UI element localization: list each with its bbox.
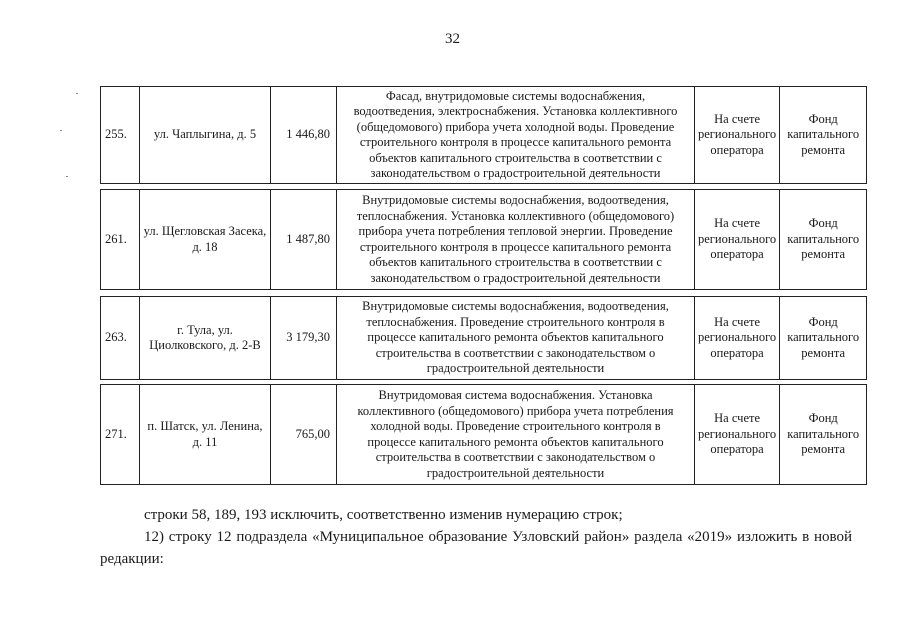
table-row: [100, 86, 867, 184]
row-fund-source: Фонд капитального ремонта: [780, 297, 867, 380]
row-account-owner: На счете регионального оператора: [695, 190, 780, 290]
row-address: п. Шатск, ул. Ленина, д. 11: [140, 385, 271, 485]
row-number: 255.: [101, 87, 140, 184]
row-work-description: Фасад, внутридомовые системы водоснабжения, водоотведения, электроснабжения. Установка коллективного (общедомового) прибора учета холодной воды. Проведение строительного контроля в процессе капитального ремонта объектов капитального строительства в соответствии с законодательством о градостроительной деятельности: [337, 87, 695, 184]
row-number: 271.: [101, 385, 140, 485]
row-area: 1 487,80: [271, 190, 337, 290]
row-area: 1 446,80: [271, 87, 337, 184]
row-fund-source: Фонд капитального ремонта: [780, 190, 867, 290]
row-fund-source: Фонд капитального ремонта: [780, 385, 867, 485]
table-row: [100, 296, 867, 380]
row-work-description: Внутридомовые системы водоснабжения, водоотведения, теплоснабжения. Проведение строительного контроля в процессе капитального ремонта объектов капитального строительства в соответствии с законодательством о градостроительной деятельности: [337, 297, 695, 380]
table-row: [100, 189, 867, 290]
table-row: [100, 384, 867, 485]
paragraph-amend-line: 12) строку 12 подраздела «Муниципальное образование Узловский район» раздела «2019» изложить в новой: [144, 529, 852, 545]
row-area: 3 179,30: [271, 297, 337, 380]
row-work-description: Внутридомовая система водоснабжения. Установка коллективного (общедомового) прибора учета потребления холодной воды. Проведение строительного контроля в процессе капитального ремонта объектов капитального строительства в соответствии с законодательством о градостроительной деятельности: [337, 385, 695, 485]
row-fund-source: Фонд капитального ремонта: [780, 87, 867, 184]
row-work-description: Внутридомовые системы водоснабжения, водоотведения, теплоснабжения. Установка коллективного (общедомового) прибора учета потребления тепловой энергии. Проведение строительного контроля в процессе капитального ремонта объектов капитального строительства в соответствии с законодательством о градостроительной деятельности: [337, 190, 695, 290]
row-account-owner: На счете регионального оператора: [695, 87, 780, 184]
row-address: г. Тула, ул. Циолковского, д. 2-В: [140, 297, 271, 380]
row-address: ул. Чаплыгина, д. 5: [140, 87, 271, 184]
row-number: 263.: [101, 297, 140, 380]
page-number: 32: [445, 31, 460, 47]
row-address: ул. Щегловская Засека, д. 18: [140, 190, 271, 290]
paragraph-continuation: редакции:: [100, 551, 164, 567]
row-number: 261.: [101, 190, 140, 290]
row-account-owner: На счете регионального оператора: [695, 297, 780, 380]
row-area: 765,00: [271, 385, 337, 485]
paragraph-exclude-rows: строки 58, 189, 193 исключить, соответственно изменив нумерацию строк;: [144, 507, 623, 523]
row-account-owner: На счете регионального оператора: [695, 385, 780, 485]
